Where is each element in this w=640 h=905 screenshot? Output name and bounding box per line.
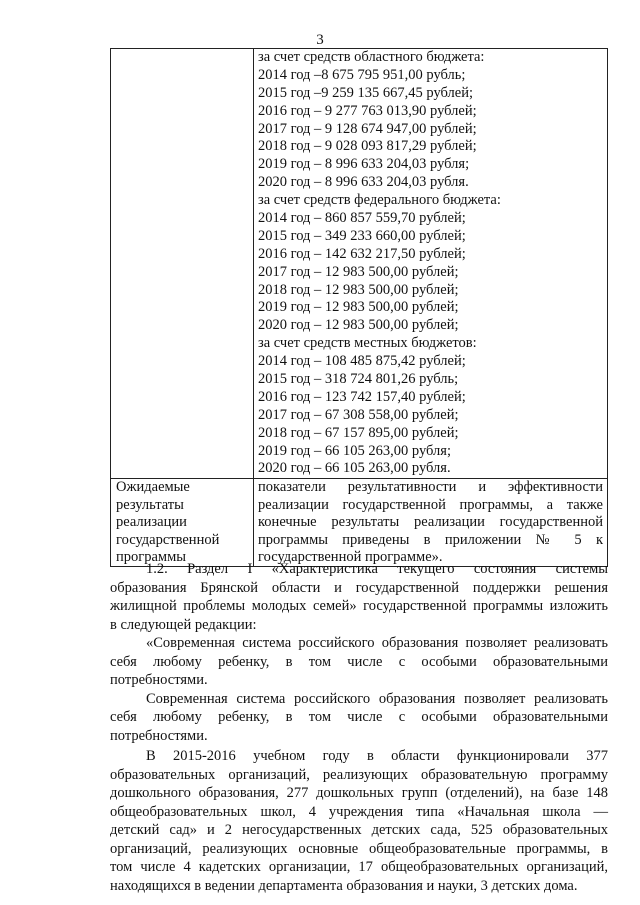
- funding-line: 2019 год – 66 105 263,00 рубля;: [258, 442, 451, 459]
- funding-line: 2020 год – 8 996 633 204,03 рубля.: [258, 174, 469, 191]
- paragraph-line: дошкольного образования, 277 дошкольных групп (отделений), на базе 148: [110, 785, 608, 801]
- funding-line: 2015 год – 349 233 660,00 рублей;: [258, 227, 466, 244]
- funding-line: 2016 год – 9 277 763 013,90 рублей;: [258, 102, 477, 119]
- funding-value-cell: [254, 49, 608, 479]
- funding-line: 2019 год – 12 983 500,00 рублей;: [258, 299, 459, 316]
- paragraph-line: образования Брянской области и государственной поддержки решения: [110, 579, 608, 596]
- funding-line: 2018 год – 12 983 500,00 рублей;: [258, 281, 459, 298]
- page-number: 3: [316, 32, 324, 48]
- funding-label-cell: [111, 49, 254, 479]
- paragraph: [110, 747, 608, 895]
- funding-line: 2014 год – 108 485 875,42 рублей;: [258, 353, 466, 370]
- funding-line: 2020 год – 12 983 500,00 рублей;: [258, 317, 459, 334]
- results-value-cell: [254, 479, 608, 567]
- funding-row: [111, 49, 608, 479]
- results-label-line: реализации: [116, 514, 187, 531]
- paragraph-line: находящихся в ведении департамента образования и науки, 3 детских дома.: [110, 877, 578, 894]
- body-text: [110, 560, 608, 895]
- paragraph-line: жилищной проблемы молодых семей» государственной программы изложить: [110, 598, 608, 614]
- results-value-line: конечные результаты реализации государственной: [258, 514, 603, 531]
- results-value-line: показатели результативности и эффективности: [258, 479, 603, 496]
- paragraph: [110, 560, 608, 634]
- funding-line: 2019 год – 8 996 633 204,03 рубля;: [258, 156, 470, 173]
- funding-line: за счет средств областного бюджета:: [258, 49, 485, 65]
- results-label-cell: [111, 479, 254, 567]
- paragraph-line: в следующей редакции:: [110, 616, 257, 633]
- funding-line: 2018 год – 9 028 093 817,29 рублей;: [258, 138, 477, 155]
- paragraph-line: 1.2. Раздел I «Характеристика текущего состояния системы: [146, 561, 608, 577]
- paragraph-line: образовательных организаций, реализующих образовательную программу: [110, 766, 608, 783]
- results-label-line: Ожидаемые: [116, 479, 190, 496]
- funding-line: 2015 год –9 259 135 667,45 рублей;: [258, 84, 474, 101]
- program-passport-table: [110, 48, 608, 567]
- funding-line: 2017 год – 12 983 500,00 рублей;: [258, 263, 459, 280]
- funding-line: 2014 год –8 675 795 951,00 рубль;: [258, 66, 466, 83]
- paragraph-line: потребностями.: [110, 727, 208, 744]
- funding-line: 2015 год – 318 724 801,26 рубль;: [258, 371, 459, 388]
- results-label-line: результаты: [116, 496, 184, 513]
- funding-line: 2016 год – 123 742 157,40 рублей;: [258, 388, 466, 405]
- paragraph-line: потребностями.: [110, 672, 208, 688]
- paragraph-line: детский сад» и 2 негосударственных детских сада, 525 образовательных: [110, 822, 608, 838]
- results-value-line: программы приведены в приложении № 5 к: [258, 531, 603, 548]
- funding-line: за счет средств федерального бюджета:: [258, 192, 501, 209]
- funding-line: за счет средств местных бюджетов:: [258, 335, 477, 352]
- results-value-line: государственной программе».: [258, 548, 443, 565]
- results-label-line: государственной: [116, 531, 220, 548]
- funding-line: 2016 год – 142 632 217,50 рублей;: [258, 245, 466, 262]
- paragraph-line: Современная система российского образования позволяет реализовать: [146, 690, 608, 707]
- paragraph-line: себя любому ребенку, в том числе с особыми образовательными: [110, 709, 608, 725]
- funding-line: 2018 год – 67 157 895,00 рублей;: [258, 424, 459, 441]
- funding-line: 2017 год – 67 308 558,00 рублей;: [258, 406, 459, 423]
- paragraph-line: общеобразовательных школ, 4 учреждения типа «Начальная школа —: [110, 803, 608, 820]
- paragraph-line: том числе 4 кадетских организации, 17 общеобразовательных организаций,: [110, 859, 608, 875]
- results-label-line: программы: [116, 548, 186, 565]
- results-value-line: реализации государственной программы, а также: [258, 496, 603, 513]
- funding-line: 2017 год – 9 128 674 947,00 рублей;: [258, 120, 477, 137]
- paragraph-line: «Современная система российского образования позволяет реализовать: [146, 635, 608, 651]
- paragraph-line: В 2015-2016 учебном году в области функционировали 377: [146, 748, 608, 764]
- paragraph-line: организаций, реализующих основные общеобразовательные программы, в: [110, 840, 608, 857]
- funding-line: 2014 год – 860 857 559,70 рублей;: [258, 210, 466, 227]
- results-row: [111, 479, 608, 567]
- paragraph: [110, 690, 608, 746]
- paragraph-line: себя любому ребенку, в том числе с особыми образовательными: [110, 653, 608, 670]
- funding-line: 2020 год – 66 105 263,00 рубля.: [258, 460, 451, 477]
- paragraph: [110, 634, 608, 690]
